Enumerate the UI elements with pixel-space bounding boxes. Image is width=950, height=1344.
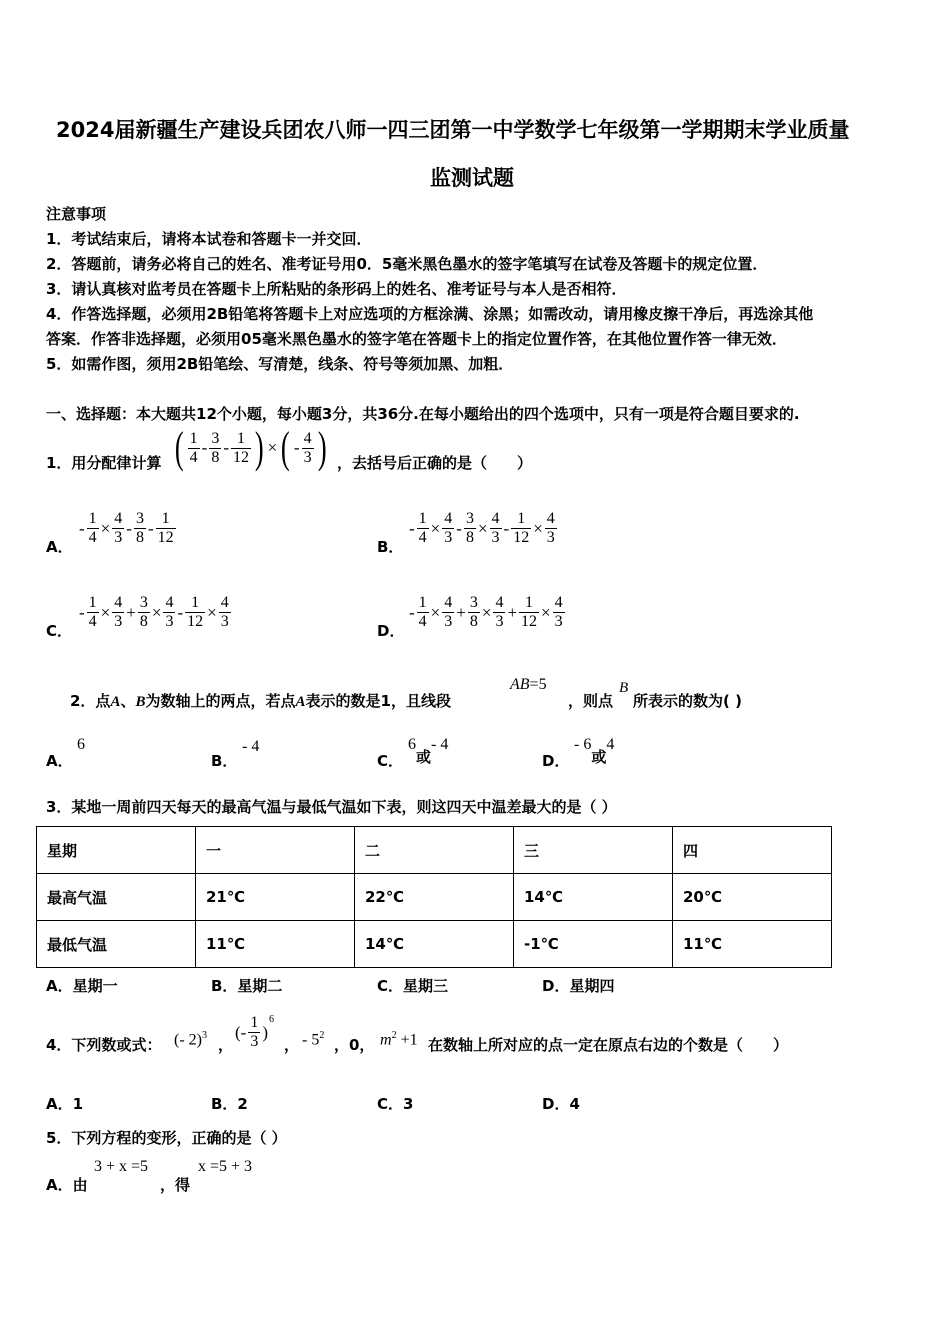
q3-stem: 3．某地一周前四天每天的最高气温与最低气温如下表，则这四天中温差最大的是（ ） (46, 798, 617, 816)
q3-option-d: D．星期四 (542, 977, 615, 995)
note-item: 2．答题前，请务必将自己的姓名、准考证号用0．5毫米黑色墨水的签字笔填写在试卷及答题卡的规定位置． (46, 255, 768, 273)
q2-stem: 2．点A、B为数轴上的两点，若点A表示的数是1，且线段 (70, 692, 451, 710)
q2-option-c-value: 6或- 4 (408, 736, 449, 766)
table-cell: 二 (355, 827, 514, 874)
table-cell: -1℃ (514, 921, 673, 968)
note-item: 4．作答选择题，必须用2B铅笔将答题卡上对应选项的方框涂满、涂黑；如需改动，请用橡皮擦干净后，再选涂其他 (46, 305, 814, 323)
q1-suffix: ，去括号后正确的是（ ） (337, 454, 533, 472)
q4-comma1: ， (218, 1036, 234, 1054)
table-cell: 一 (196, 827, 355, 874)
table-cell: 11℃ (673, 921, 832, 968)
table-cell: 21℃ (196, 874, 355, 921)
q3-option-b: B．星期二 (211, 977, 283, 995)
q4-expr3: - $5^2$ (302, 1030, 325, 1049)
q4-option-d: D．4 (542, 1095, 580, 1113)
q4-zero: ，0， (334, 1036, 375, 1054)
q4-suffix: 在数轴上所对应的点一定在原点右边的个数是（ ） (428, 1036, 789, 1054)
q3-option-a: A．星期一 (46, 977, 118, 995)
notes-heading: 注意事项 (46, 205, 107, 223)
q2-point-b: B (619, 680, 629, 696)
table-cell: 20℃ (673, 874, 832, 921)
page-title-line2: 监测试题 (430, 166, 514, 190)
q5-option-a-mid: ，得 (160, 1176, 191, 1194)
q4-expr4: $m^2 +1$ (380, 1030, 418, 1049)
table-cell: 四 (673, 827, 832, 874)
q5-option-a-label: A．由 (46, 1176, 88, 1194)
q1-option-a: - $\frac{1}{4}$ × $\frac{4}{3}$ - $\frac{3}{8}$ - $\frac{1}{12}$ (79, 510, 174, 546)
q2-option-d-value: - 6或4 (574, 736, 615, 766)
note-item: 答案．作答非选择题，必须用05毫米黑色墨水的签字笔在答题卡上的指定位置作答，在其他位置作答一律无效． (46, 330, 787, 348)
q2-option-a-value: 6 (77, 736, 85, 753)
q3-option-c: C．星期三 (377, 977, 449, 995)
table-cell: 星期 (37, 827, 196, 874)
q5-stem: 5．下列方程的变形，正确的是（ ） (46, 1129, 287, 1147)
table-cell: 三 (514, 827, 673, 874)
q4-option-b: B．2 (211, 1095, 248, 1113)
q4-expr1: (- 2)$^3$ (174, 1030, 207, 1049)
table-cell: 最低气温 (37, 921, 196, 968)
q1-option-b-label: B． (377, 538, 404, 556)
table-cell: 11℃ (196, 921, 355, 968)
table-row (37, 827, 832, 874)
q4-option-c: C．3 (377, 1095, 414, 1113)
table-cell: 14℃ (514, 874, 673, 921)
q4-prefix: 4．下列数或式： (46, 1036, 162, 1054)
q1-expression: ( $\frac{1}{4}$ - $\frac{3}{8}$ - $\frac{1}{12}$ ) × ( - $\frac{4}{3}$ ) (174, 423, 327, 472)
q1-option-c-label: C． (46, 622, 73, 640)
q2-mid3: ，则点 (568, 692, 614, 710)
q1-option-d-label: D． (377, 622, 405, 640)
table-row (37, 921, 832, 968)
note-item: 3．请认真核对监考员在答题卡上所粘贴的条形码上的姓名、准考证号与本人是否相符． (46, 280, 627, 298)
table-cell: 最高气温 (37, 874, 196, 921)
q4-option-a: A．1 (46, 1095, 84, 1113)
q1-prefix: 1．用分配律计算 (46, 454, 162, 472)
section-heading: 一、选择题：本大题共12个小题，每小题3分，共36分.在每小题给出的四个选项中，只有一项是符合题目要求的. (46, 405, 800, 423)
q2-option-b-value: - 4 (242, 738, 260, 755)
q1-option-c: - $\frac{1}{4}$ × $\frac{4}{3}$ + $\frac{3}{8}$ × $\frac{4}{3}$ - $\frac{1}{12}$ × $\frac{4}{3}$ (79, 594, 229, 630)
q2-end: 所表示的数为( ) (633, 692, 742, 710)
q2-option-c-label: C． (377, 752, 404, 770)
q1-option-d: - $\frac{1}{4}$ × $\frac{4}{3}$ + $\frac{3}{8}$ × $\frac{4}{3}$ + $\frac{1}{12}$ × $\frac{4}{3}$ (409, 594, 563, 630)
q2-ab-expression: AB=5 (510, 676, 547, 693)
table-cell: 14℃ (355, 921, 514, 968)
note-item: 5．如需作图，须用2B铅笔绘、写清楚，线条、符号等须加黑、加粗． (46, 355, 514, 373)
table-cell: 22℃ (355, 874, 514, 921)
q2-option-a-label: A． (46, 752, 73, 770)
temperature-table (36, 826, 832, 968)
q1-option-b: - $\frac{1}{4}$ × $\frac{4}{3}$ - $\frac{3}{8}$ × $\frac{4}{3}$ - $\frac{1}{12}$ × $\frac{4}{3}$ (409, 510, 555, 546)
page-title-line1: 2024届新疆生产建设兵团农八师一四三团第一中学数学七年级第一学期期末学业质量 (56, 118, 850, 142)
q2-option-d-label: D． (542, 752, 570, 770)
q4-comma2: ， (284, 1036, 300, 1054)
q4-expr2: (- $\frac{1}{3}$ ) $^6$ (235, 1014, 274, 1050)
q5-option-a-expr1: 3 + x =5 (94, 1158, 149, 1175)
q2-option-b-label: B． (211, 752, 238, 770)
table-row (37, 874, 832, 921)
note-item: 1．考试结束后，请将本试卷和答题卡一并交回． (46, 230, 372, 248)
q5-option-a-expr2: x =5 + 3 (198, 1158, 253, 1175)
q1-option-a-label: A． (46, 538, 73, 556)
